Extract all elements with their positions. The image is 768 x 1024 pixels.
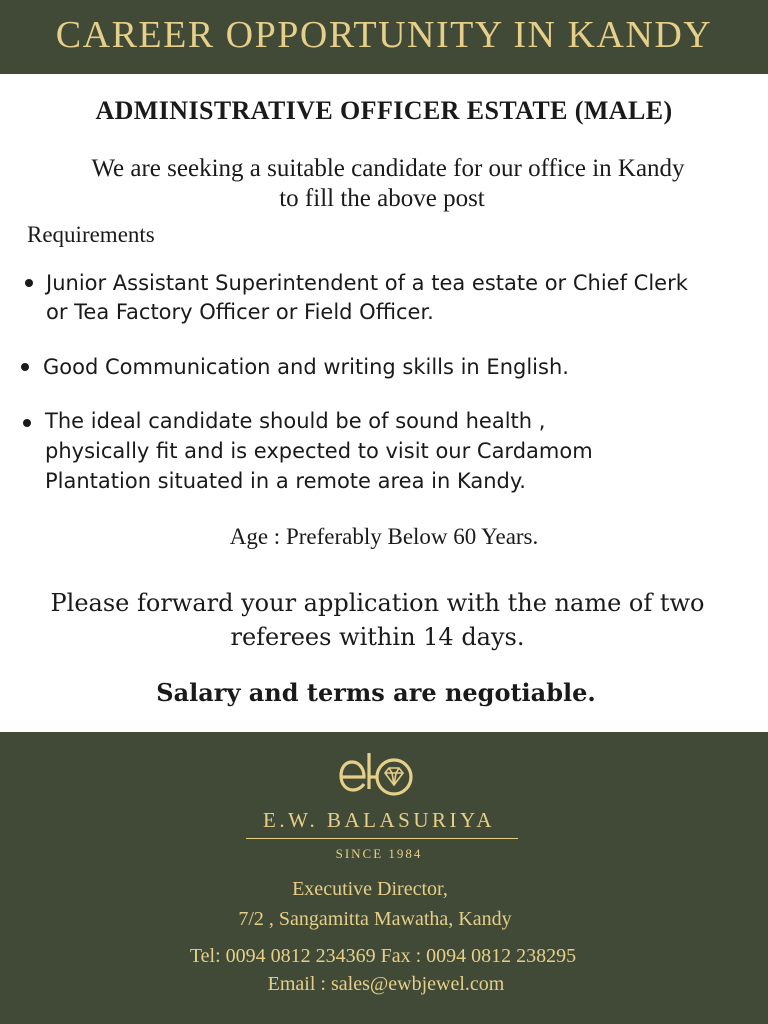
bullet-dot-icon [21, 363, 29, 371]
intro-line-2: to fill the above post [279, 185, 485, 212]
application-instructions [0, 586, 755, 654]
contact-title: Executive Director, [292, 878, 448, 900]
intro-line-1: We are seeking a suitable candidate for our office in Kandy [91, 155, 685, 182]
requirement-line: The ideal candidate should be of sound health , [45, 409, 546, 433]
requirement-line: Junior Assistant Superintendent of a tea estate or Chief Clerk [46, 271, 688, 295]
requirement-line: Good Communication and writing skills in English. [43, 355, 569, 379]
application-line-1: Please forward your application with the name of two [50, 589, 705, 617]
email-address: Email : sales@ewbjewel.com [267, 973, 505, 995]
requirements-heading: Requirements [27, 222, 155, 247]
advert-body [0, 74, 768, 732]
intro-text [0, 154, 768, 214]
salary-note: Salary and terms are negotiable. [156, 678, 596, 707]
bullet-dot-icon [25, 279, 33, 287]
company-address: 7/2 , Sangamitta Mawatha, Kandy [238, 908, 512, 930]
phone-fax: Tel: 0094 0812 234369 Fax : 0094 0812 238295 [189, 945, 577, 967]
ewb-diamond-logo-icon [338, 749, 418, 797]
page-title: CAREER OPPORTUNITY IN KANDY [55, 14, 713, 56]
requirement-line: Plantation situated in a remote area in Kandy. [45, 469, 526, 493]
age-requirement: Age : Preferably Below 60 Years. [229, 524, 539, 549]
divider [246, 838, 518, 839]
requirement-line: or Tea Factory Officer or Field Officer. [46, 300, 434, 324]
company-name: E.W. BALASURIYA [263, 808, 495, 832]
company-since: SINCE 1984 [335, 846, 423, 861]
post-title: ADMINISTRATIVE OFFICER ESTATE (MALE) [95, 96, 673, 125]
company-footer [0, 732, 768, 1024]
header-band [0, 0, 768, 74]
application-line-2: referees within 14 days. [230, 623, 525, 651]
requirement-line: physically fit and is expected to visit our Cardamom [45, 439, 593, 463]
bullet-dot-icon [23, 419, 31, 427]
